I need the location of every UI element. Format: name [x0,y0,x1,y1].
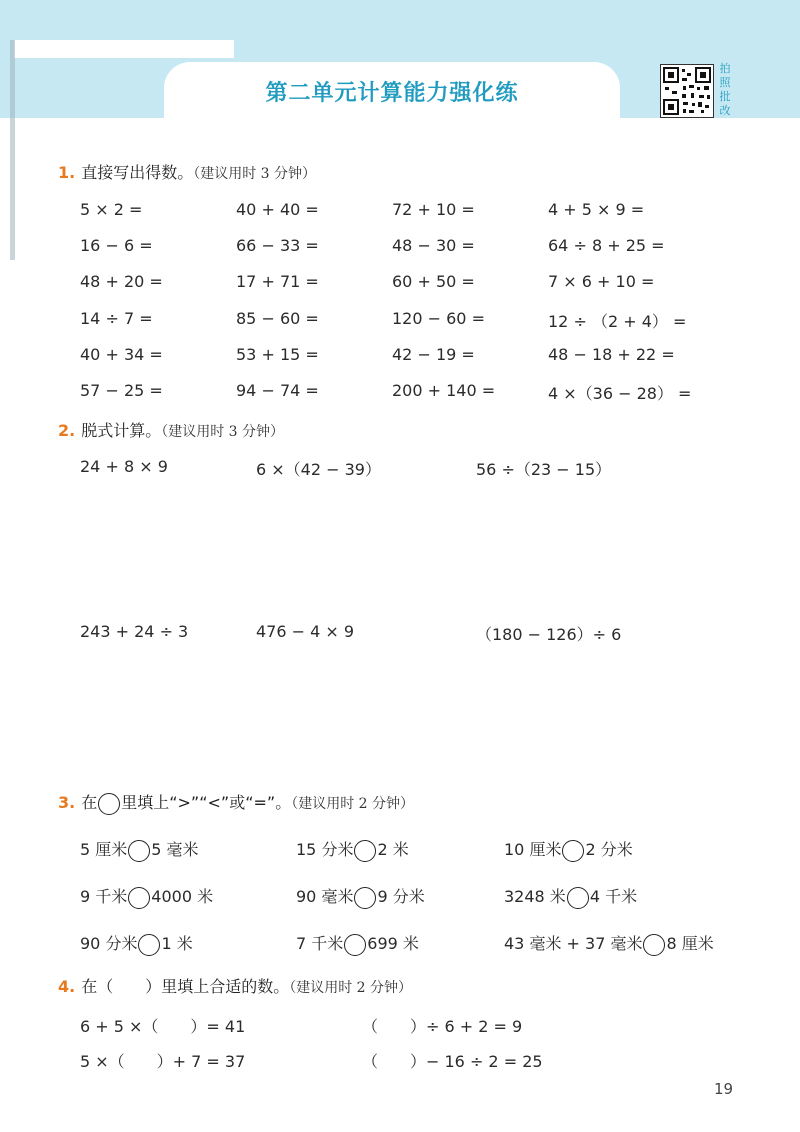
answer-circle[interactable] [643,934,665,956]
problem-item: 6 ×（42 − 39） [256,460,381,479]
compare-item: 43 毫米 + 37 毫米 8 厘米 [504,931,714,956]
answer-circle[interactable] [354,840,376,862]
problem-item: 64 ÷ 8 + 25 = [548,236,665,255]
header-strip [14,40,234,58]
compare-item: 90 毫米 9 分米 [296,884,425,909]
answer-circle[interactable] [128,887,150,909]
section-2-title: 2. 脱式计算。（建议用时 3 分钟） [58,421,285,440]
problem-item: 48 − 30 = [392,236,475,255]
problem-item: 53 + 15 = [236,345,319,364]
answer-circle[interactable] [354,887,376,909]
problem-item: 66 − 33 = [236,236,319,255]
answer-circle[interactable] [128,840,150,862]
problem-item: 42 − 19 = [392,345,475,364]
problem-item: 4 ×（36 − 28） = [548,384,692,403]
fill-blank-item[interactable]: 5 ×（ ）+ 7 = 37 [80,1052,246,1071]
problem-item: 72 + 10 = [392,200,475,219]
answer-circle[interactable] [562,840,584,862]
problem-item: 12 ÷ （2 + 4） = [548,312,687,331]
answer-circle[interactable] [344,934,366,956]
section-3-title: 3. 在 里填上“>”“<”或“=”。（建议用时 2 分钟） [58,790,414,815]
problem-item: 5 × 2 = [80,200,143,219]
problem-item: 94 − 74 = [236,381,319,400]
problem-item: 40 + 40 = [236,200,319,219]
problem-item: 17 + 71 = [236,272,319,291]
compare-item: 7 千米 699 米 [296,931,419,956]
problem-item: 24 + 8 × 9 [80,457,168,476]
compare-item: 15 分米 2 米 [296,837,409,862]
problem-item: 56 ÷（23 − 15） [476,460,612,479]
problem-item: 40 + 34 = [80,345,163,364]
compare-item: 3248 米 4 千米 [504,884,637,909]
compare-item: 5 厘米 5 毫米 [80,837,199,862]
compare-item: 9 千米 4000 米 [80,884,213,909]
fill-blank-item[interactable]: （ ）− 16 ÷ 2 = 25 [362,1052,543,1071]
fill-blank-item[interactable]: （ ）÷ 6 + 2 = 9 [362,1017,523,1036]
problem-item: 7 × 6 + 10 = [548,272,655,291]
problem-item: 57 − 25 = [80,381,163,400]
problem-item: （180 − 126）÷ 6 [476,625,622,644]
section-1-title: 1. 直接写出得数。（建议用时 3 分钟） [58,163,317,182]
problem-item: 48 − 18 + 22 = [548,345,675,364]
answer-circle[interactable] [138,934,160,956]
problem-item: 200 + 140 = [392,381,496,400]
page-title: 第二单元计算能力强化练 [265,81,519,106]
compare-item: 10 厘米 2 分米 [504,837,633,862]
problem-item: 85 − 60 = [236,309,319,328]
binding-edge [10,40,15,260]
problem-item: 243 + 24 ÷ 3 [80,622,189,641]
answer-circle [98,793,120,815]
problem-item: 16 − 6 = [80,236,153,255]
problem-item: 120 − 60 = [392,309,485,328]
answer-circle[interactable] [567,887,589,909]
problem-item: 476 − 4 × 9 [256,622,355,641]
qr-code-icon[interactable] [660,64,714,118]
problem-item: 60 + 50 = [392,272,475,291]
problem-item: 48 + 20 = [80,272,163,291]
problem-item: 14 ÷ 7 = [80,309,153,328]
scan-grade-label: 拍 照 批 改 [719,62,731,117]
problem-item: 4 + 5 × 9 = [548,200,645,219]
fill-blank-item[interactable]: 6 + 5 ×（ ）= 41 [80,1017,246,1036]
compare-item: 90 分米 1 米 [80,931,193,956]
section-4-title: 4. 在（ ）里填上合适的数。（建议用时 2 分钟） [58,977,413,996]
page-number: 19 [714,1080,734,1098]
